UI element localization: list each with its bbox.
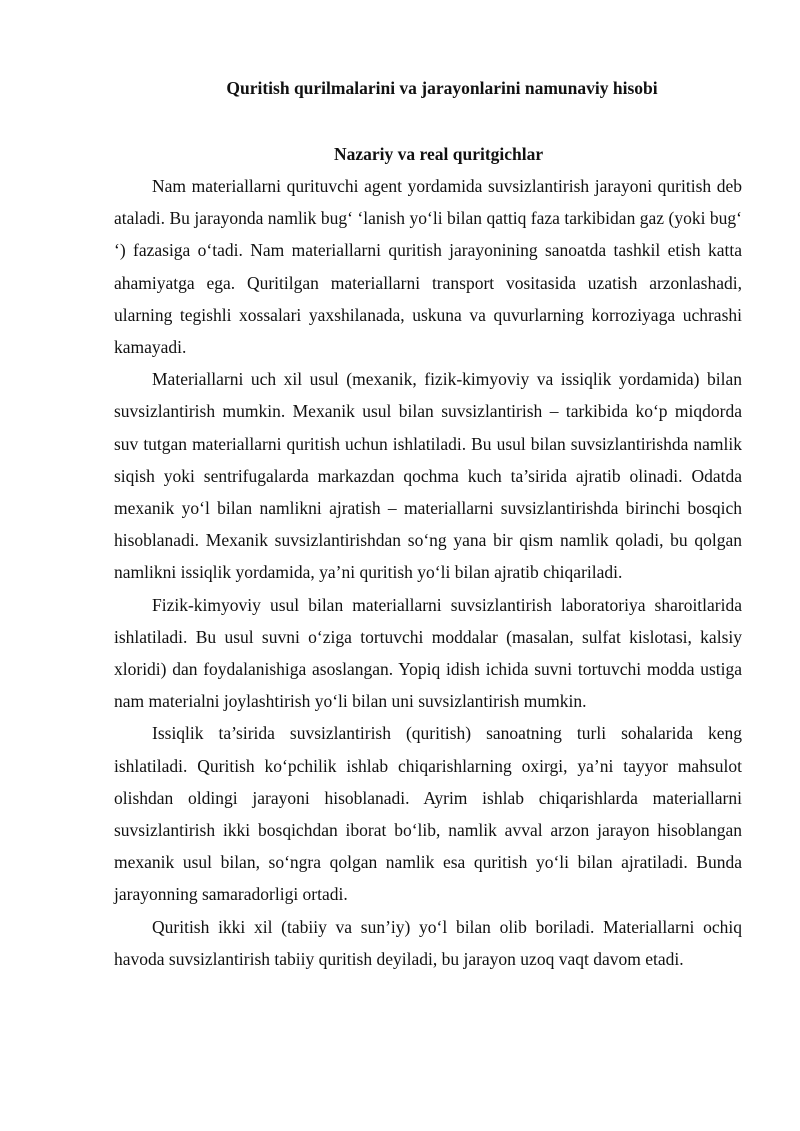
document-title: Quritish qurilmalarini va jarayonlarini namunaviy hisobi	[226, 78, 658, 98]
document-page	[114, 72, 742, 975]
paragraph-5: Quritish ikki xil (tabiiy va sun’iy) yo‘l bilan olib boriladi. Materiallarni ochiq havoda suvsizlantirish tabiiy quritish deyiladi, bu jarayon uzoq vaqt davom etadi.	[114, 916, 742, 969]
paragraph-2: Materiallarni uch xil usul (mexanik, fizik-kimyoviy va issiqlik yordamida) bilan suvsizlantirish mumkin. Mexanik usul bilan suvsizlantirish – tarkibida ko‘p miqdorda suv tutgan materiallarni quritish uchun ishlatiladi. Bu usul bilan suvsizlantirishda namlik siqish yoki sentrifugalarda markazdan qochma kuch ta’sirida ajratib olinadi. Odatda mexanik yo‘l bilan namlikni ajratish – materiallarni suvsizlantirishda birinchi bosqich hisoblanadi. Mexanik suvsizlantirishdan so‘ng yana bir qism namlik qoladi, bu qolgan namlikni issiqlik yordamida, ya’ni quritish yo‘li bilan ajratib chiqariladi.	[114, 369, 742, 583]
paragraph-3: Fizik-kimyoviy usul bilan materiallarni suvsizlantirish laboratoriya sharoitlarida ishlatiladi. Bu usul suvni o‘ziga tortuvchi moddalar (masalan, sulfat kislotasi, kalsiy xloridi) dan foydalanishiga asoslangan. Yopiq idish ichida suvni tortuvchi modda ustiga nam materialni joylashtirish yo‘li bilan uni suvsizlantirish mumkin.	[114, 594, 742, 712]
paragraph-4: Issiqlik ta’sirida suvsizlantirish (quritish) sanoatning turli sohalarida keng ishlatiladi. Quritish ko‘pchilik ishlab chiqarishlarning oxirgi, ya’ni tayyor mahsulot olishdan oldingi jarayoni hisoblanadi. Ayrim ishlab chiqarishlarda materiallarni suvsizlantirish ikki bosqichdan iborat bo‘lib, namlik avval arzon jarayon hisoblangan mexanik usul bilan, so‘ngra qolgan namlik esa quritish yo‘li bilan ajratiladi. Bunda jarayonning samaradorligi ortadi.	[114, 723, 742, 905]
paragraph-1: Nam materiallarni qurituvchi agent yordamida suvsizlantirish jarayoni quritish deb ataladi. Bu jarayonda namlik bug‘ ‘lanish yo‘li bilan qattiq faza tarkibidan gaz (yoki bug‘ ‘) fazasiga o‘tadi. Nam materiallarni quritish jarayonining sanoatda tashkil etish katta ahamiyatga ega. Quritilgan materiallarni transport vositasida uzatish arzonlashadi, ularning tegishli xossalari yaxshilanada, uskuna va quvurlarning korroziyaga uchrashi kamayadi.	[114, 176, 742, 358]
section-heading: Nazariy va real quritgichlar	[334, 144, 544, 164]
